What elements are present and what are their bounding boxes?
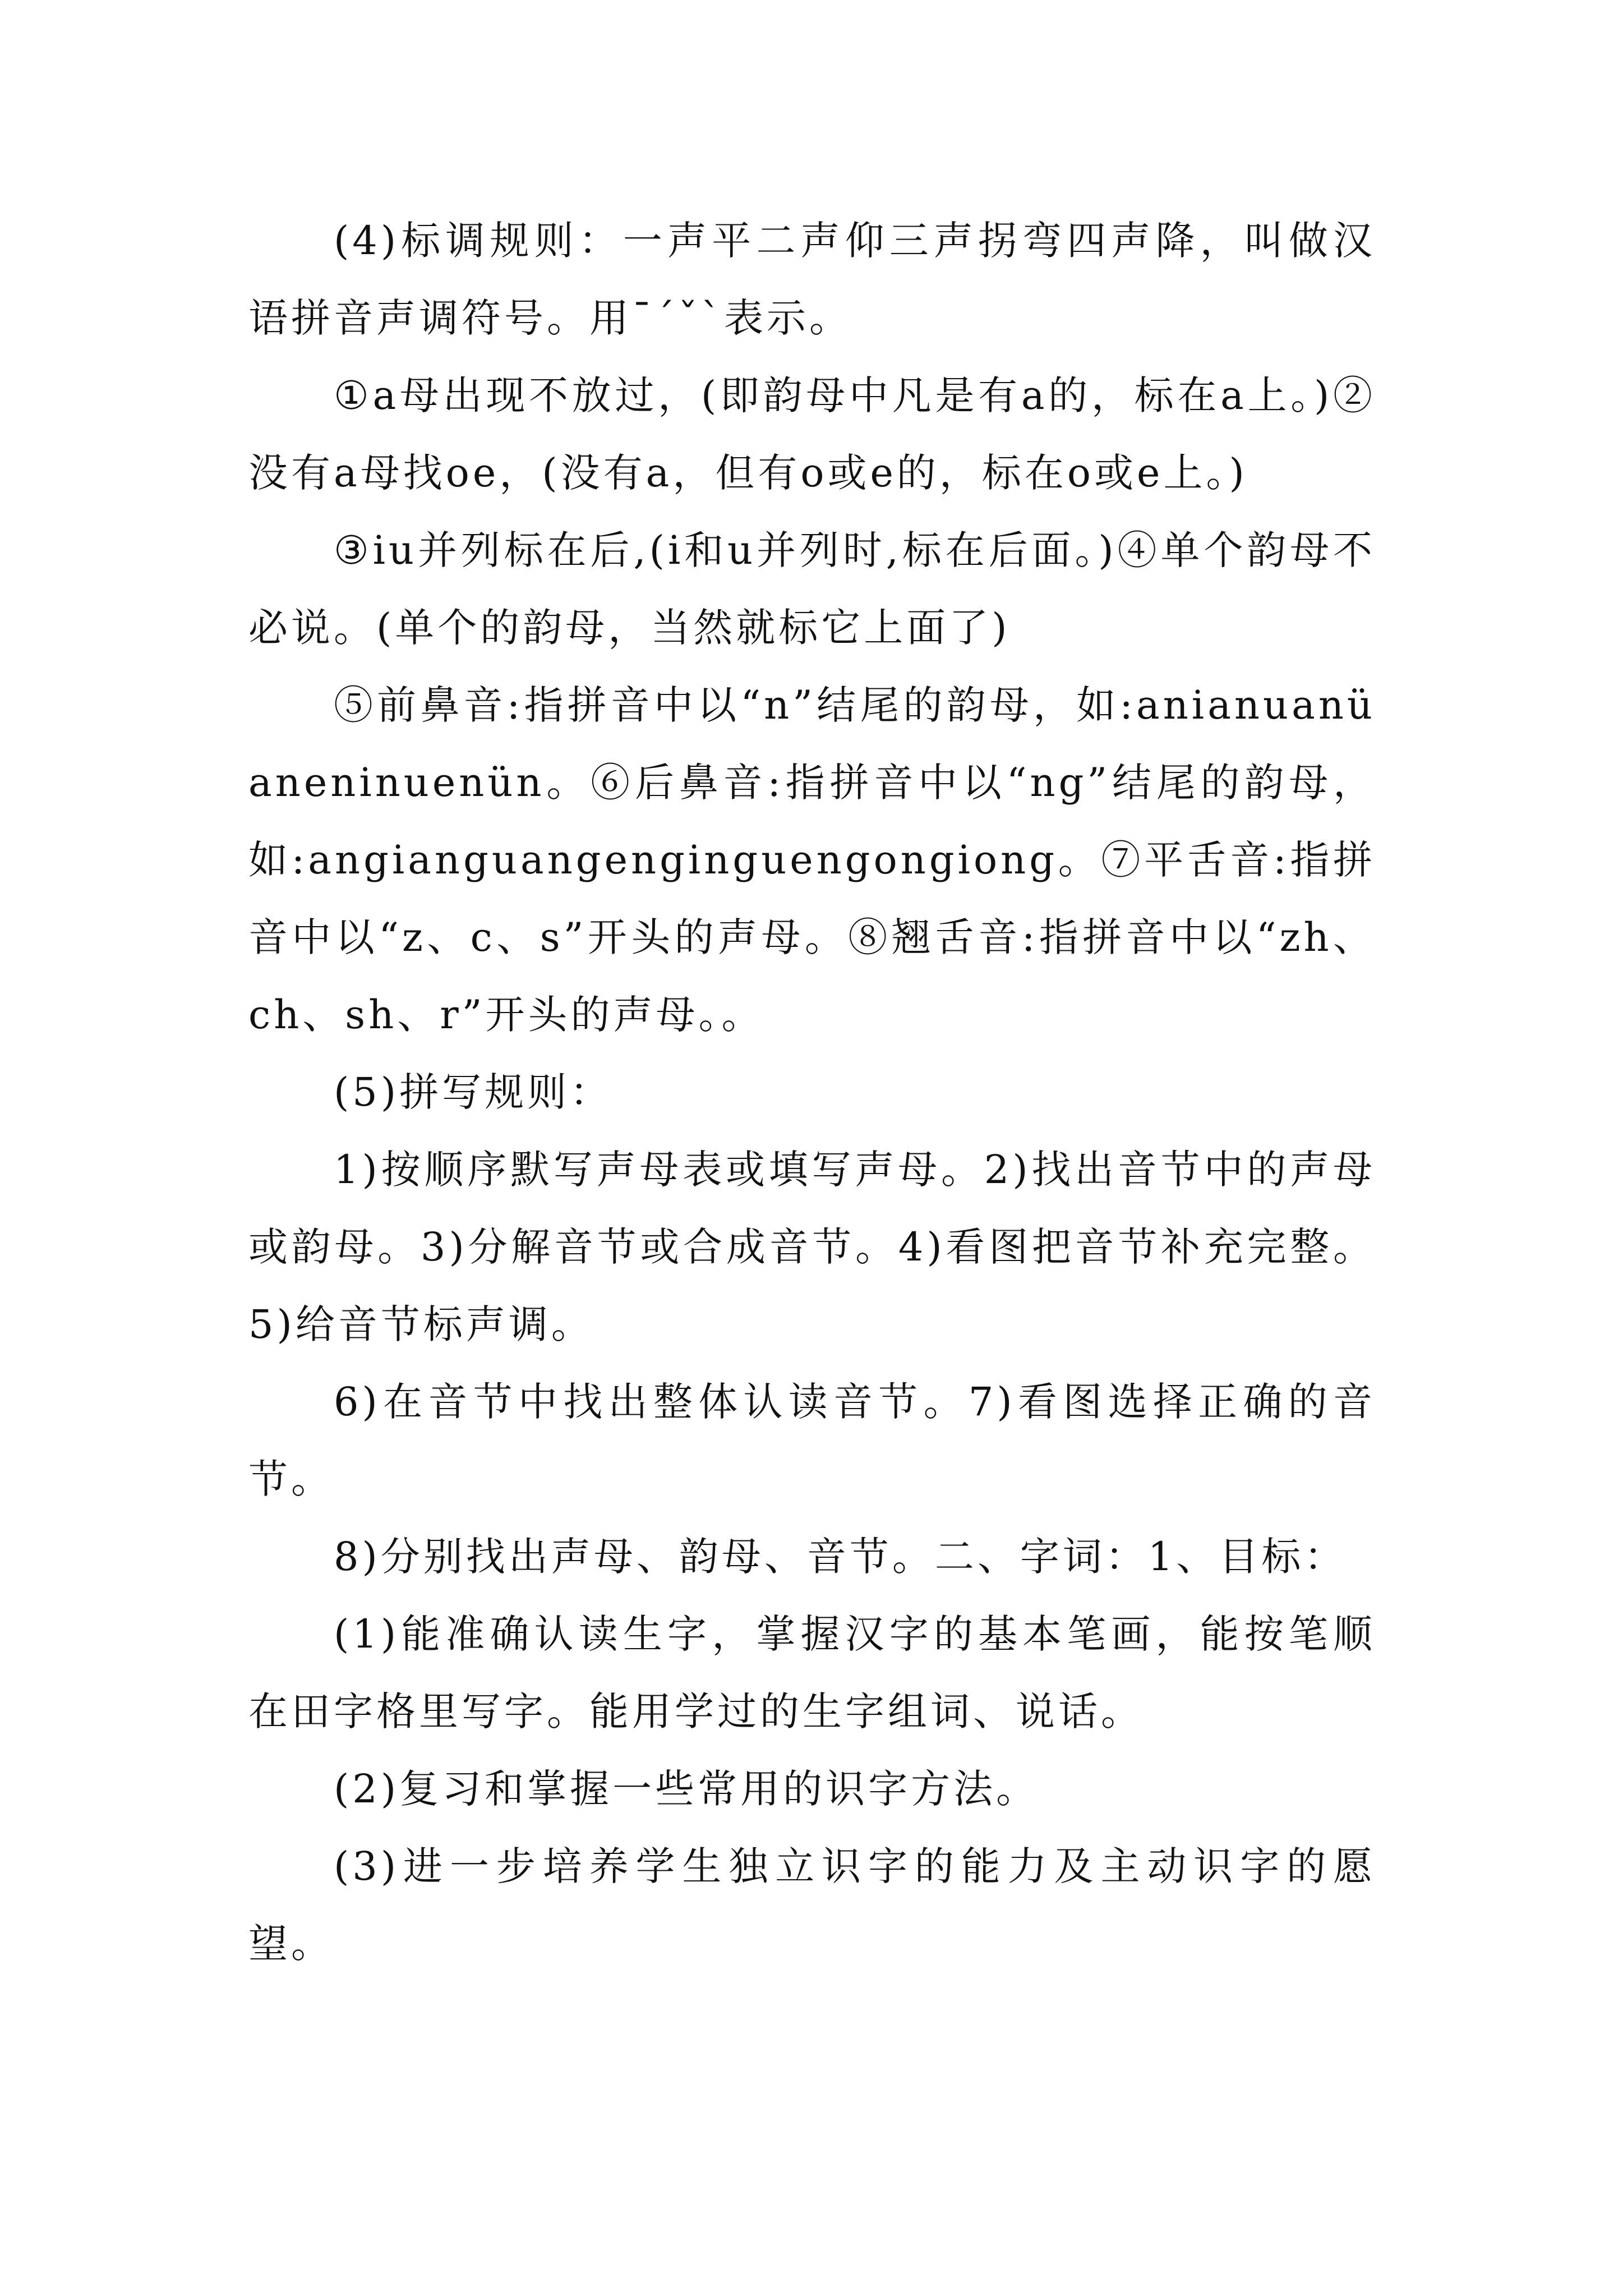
document-body — [248, 202, 1376, 1982]
paragraph-spelling-item-8-and-goals: 8)分别找出声母、韵母、音节。二、字词：1、目标： — [334, 1534, 1347, 1580]
paragraph-spelling-items-6-7: 6)在音节中找出整体认读音节。7)看图选择正确的音节。 — [248, 1379, 1376, 1502]
paragraph-tone-rule-3-4: ③iu并列标在后,(i和u并列时,标在后面。)④单个韵母不必说。(单个的韵母，当然就标它上面了) — [248, 527, 1376, 651]
paragraph-tone-rules: (4)标调规则：一声平二声仰三声拐弯四声降，叫做汉语拼音声调符号。用ˉˊˇˋ表示。 — [248, 218, 1376, 341]
paragraph-spelling-rules-heading: (5)拼写规则： — [334, 1069, 613, 1115]
paragraph-goal-3: (3)进一步培养学生独立识字的能力及主动识字的愿望。 — [248, 1843, 1376, 1967]
paragraph-tone-rule-1-2: ①a母出现不放过，(即韵母中凡是有a的，标在a上。)②没有a母找oe，(没有a，但有o或e的，标在o或e上。) — [248, 372, 1376, 496]
paragraph-spelling-items-1-5: 1)按顺序默写声母表或填写声母。2)找出音节中的声母或韵母。3)分解音节或合成音节。4)看图把音节补充完整。5)给音节标声调。 — [248, 1147, 1376, 1347]
paragraph-goal-2: (2)复习和掌握一些常用的识字方法。 — [334, 1766, 1039, 1812]
paragraph-nasal-and-tongue-sounds: ⑤前鼻音:指拼音中以“n”结尾的韵母，如:anianuanüaneninuenün。⑥后鼻音:指拼音中以“ng”结尾的韵母，如:angianguangenginguengongiong。⑦平舌音:指拼音中以“z、c、s”开头的声母。⑧翘舌音:指拼音中以“zh、ch、sh、r”开头的声母。。 — [248, 682, 1376, 1038]
paragraph-goal-1: (1)能准确认读生字，掌握汉字的基本笔画，能按笔顺在田字格里写字。能用学过的生字组词、说话。 — [248, 1611, 1376, 1734]
